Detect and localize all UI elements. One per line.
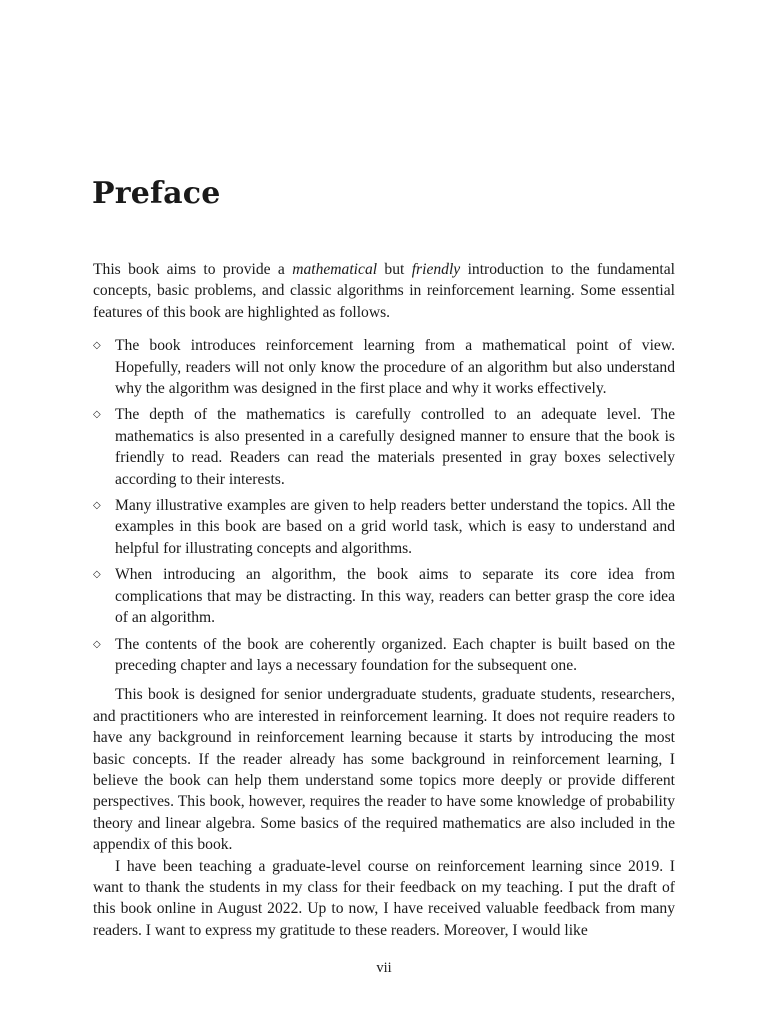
list-item <box>93 564 675 628</box>
list-item <box>93 495 675 559</box>
list-item-text: The depth of the mathematics is carefully controlled to an adequate level. The mathematics is also presented in a carefully designed manner to ensure that the book is friendly to read. Readers can read the materials presented in gray boxes selectively according to their interests. <box>115 406 675 488</box>
list-item-text: The book introduces reinforcement learning from a mathematical point of view. Hopefully, readers will not only know the procedure of an algorithm but also understand why the algorithm was designed in the first place and why it works effectively. <box>115 337 675 398</box>
diamond-bullet-icon: ◇ <box>93 569 101 581</box>
emphasis-friendly: friendly <box>411 261 461 278</box>
list-item <box>93 335 675 399</box>
diamond-bullet-icon: ◇ <box>93 638 101 650</box>
diamond-bullet-icon: ◇ <box>93 409 101 421</box>
emphasis-mathematical: mathematical <box>292 261 378 278</box>
list-item-text: When introducing an algorithm, the book aims to separate its core idea from complications that may be distracting. In this way, readers can better grasp the core idea of an algorithm. <box>115 566 675 627</box>
preface-body <box>93 259 675 941</box>
diamond-bullet-icon: ◇ <box>93 500 101 512</box>
acknowledgement-paragraph: I have been teaching a graduate-level course on reinforcement learning since 2019. I want to thank the students in my class for their feedback on my teaching. I put the draft of this book online in August 2022. Up to now, I have received valuable feedback from many readers. I want to express my gratitude to these readers. Moreover, I would like <box>93 857 675 939</box>
intro-paragraph <box>93 259 675 323</box>
intro-text-2: but <box>377 261 412 278</box>
intro-text-3: introduction to the fundamental concepts, basic problems, and classic algorithms in reinforcement learning. Some essential features of this book are highlighted as follows. <box>93 261 675 321</box>
list-item <box>93 634 675 677</box>
feature-list <box>93 335 675 676</box>
page-number: vii <box>376 960 392 976</box>
list-item <box>93 404 675 490</box>
diamond-bullet-icon: ◇ <box>93 340 101 352</box>
list-item-text: Many illustrative examples are given to help readers better understand the topics. All the examples in this book are based on a grid world task, which is easy to understand and helpful for illustrating concepts and algorithms. <box>115 497 675 557</box>
page-title: Preface <box>92 176 221 211</box>
intro-text-1: This book aims to provide a <box>93 261 293 278</box>
audience-paragraph: This book is designed for senior undergraduate students, graduate students, researchers, and practitioners who are interested in reinforcement learning. It does not require readers to have any background in reinforcement learning because it starts by introducing the most basic concepts. If the reader already has some background in reinforcement learning, I believe the book can help them understand some topics more deeply or provide different perspectives. This book, however, requires the reader to have some knowledge of probability theory and linear algebra. Some basics of the required mathematics are also included in the appendix of this book. <box>93 686 675 854</box>
list-item-text: The contents of the book are coherently organized. Each chapter is built based on the preceding chapter and lays a necessary foundation for the subsequent one. <box>115 635 675 674</box>
